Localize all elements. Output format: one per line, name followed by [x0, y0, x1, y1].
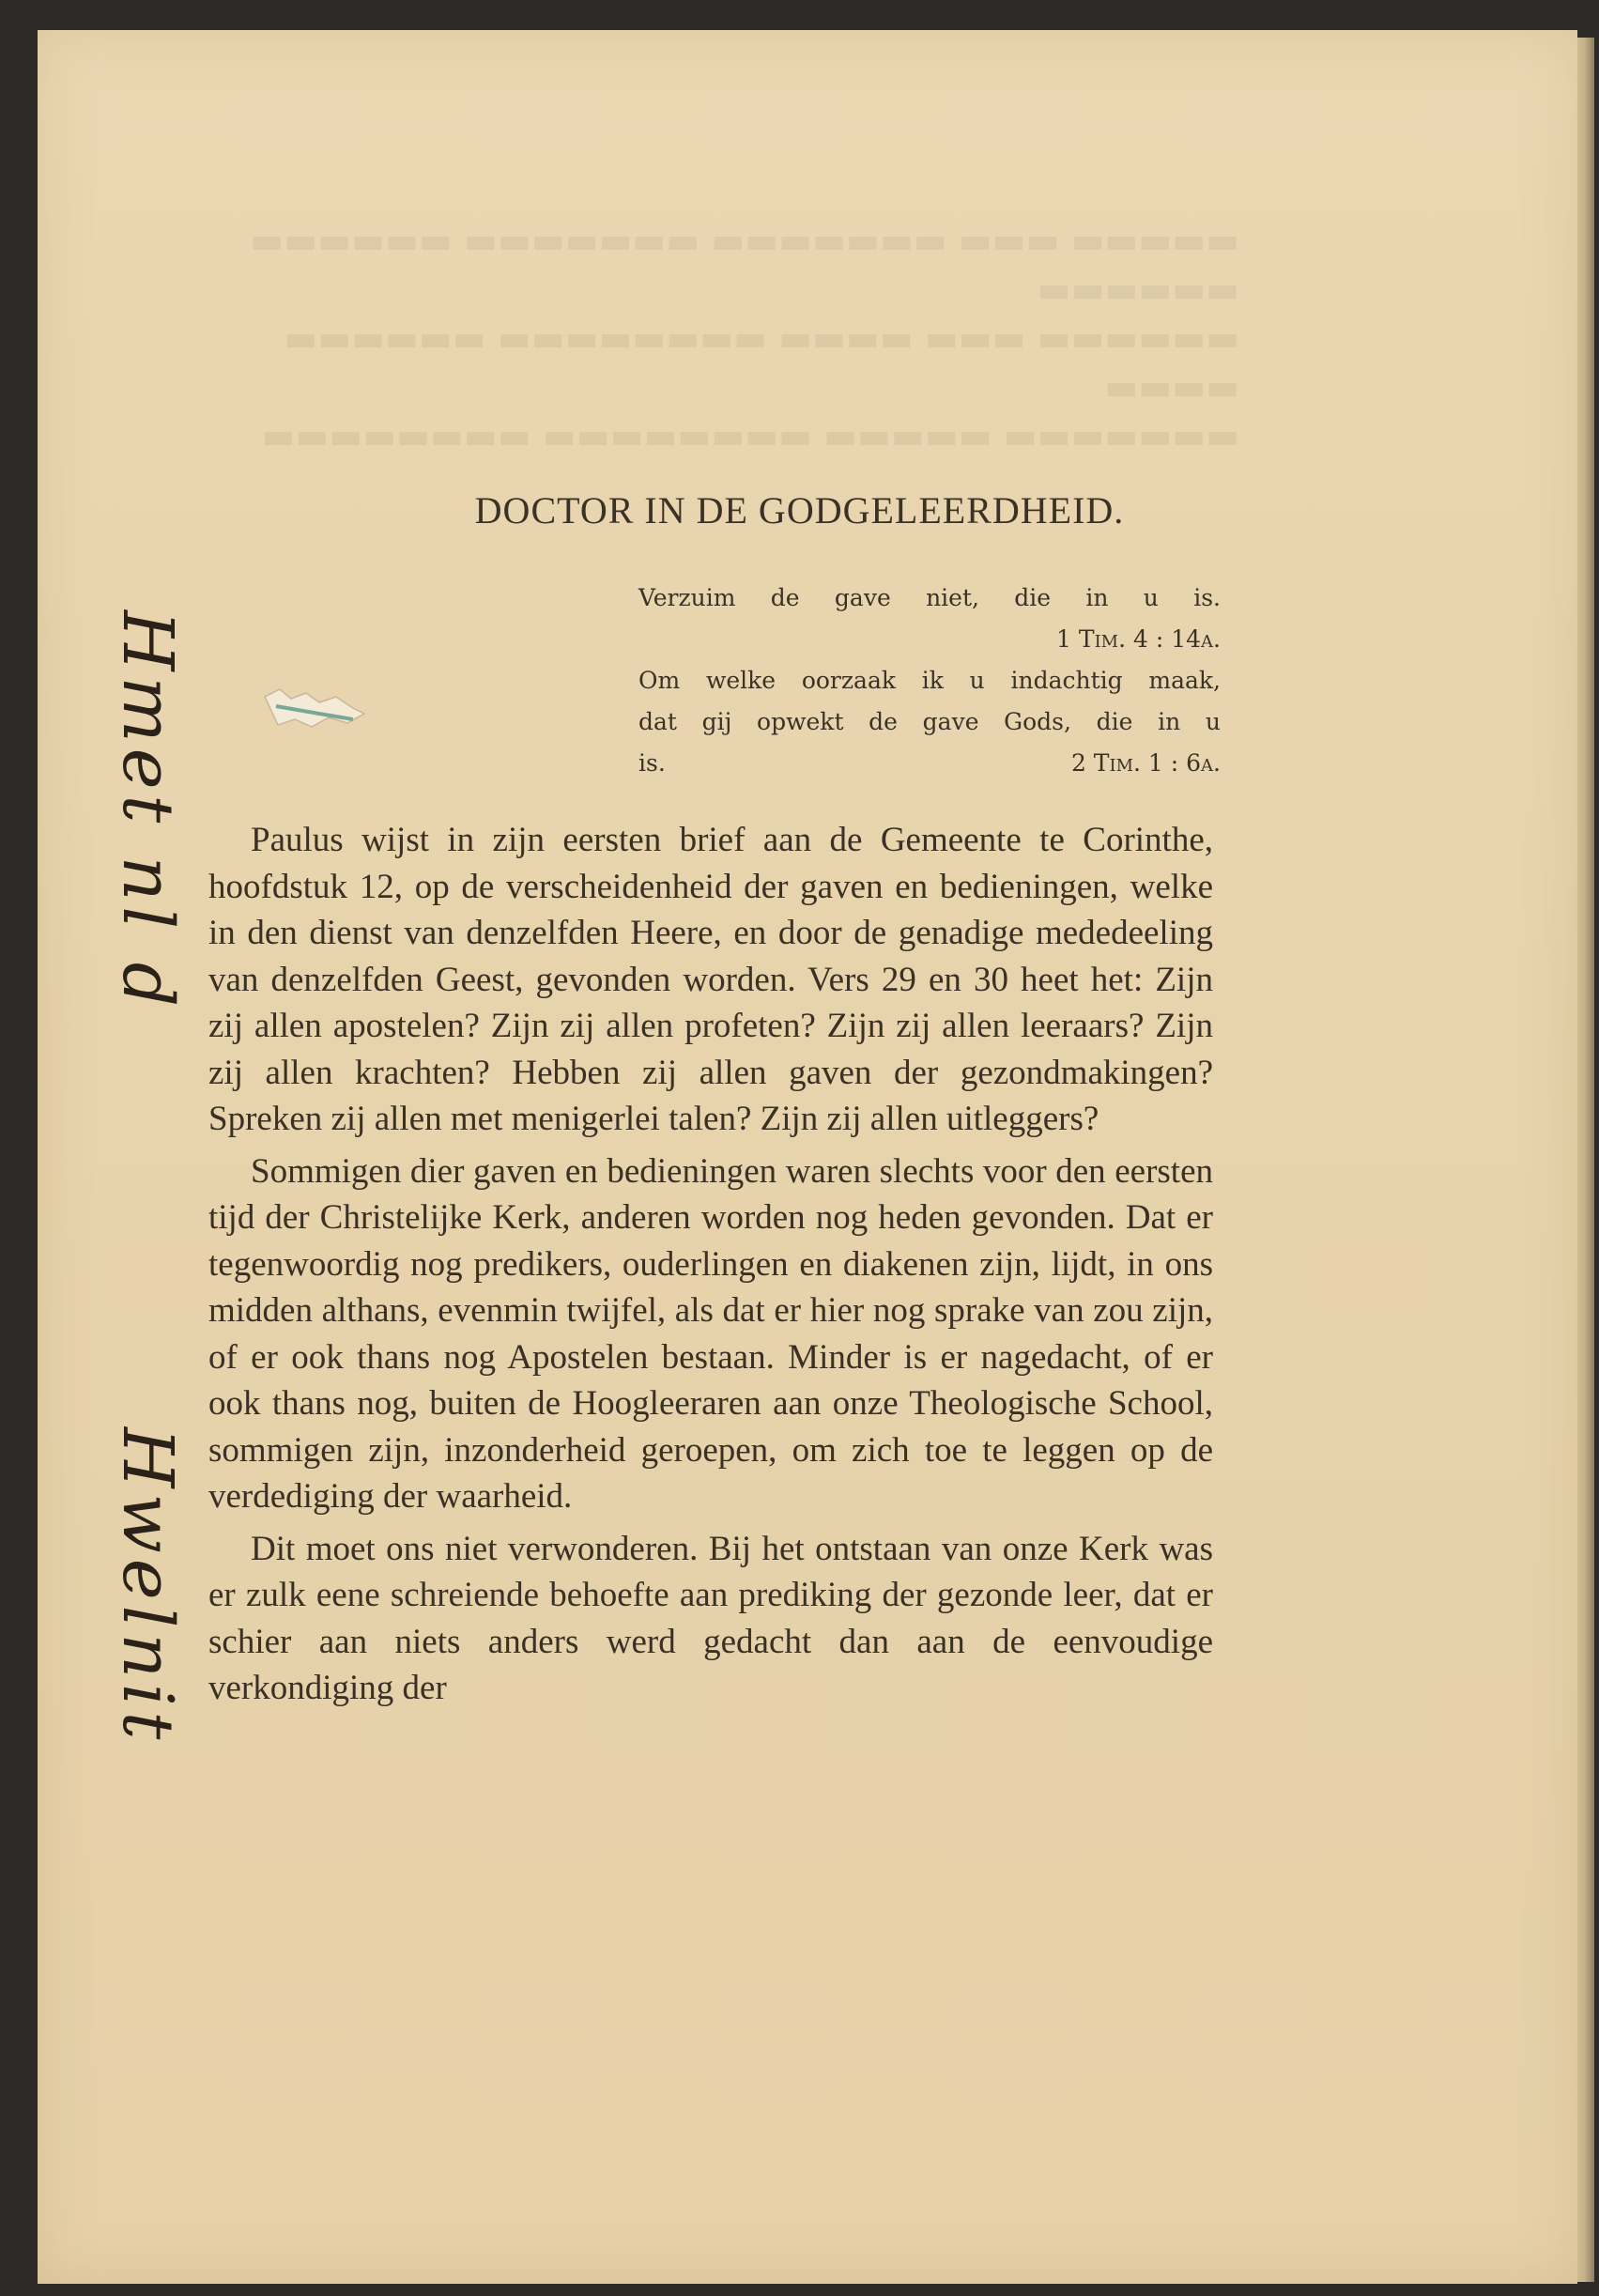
- body-text: [208, 817, 1213, 1718]
- paragraph-3: Dit moet ons niet verwonderen. Bij het ontstaan van onze Kerk was er zulk eene schreiende behoefte aan prediking der gezonde leer, dat er schier aan niets anders werd gedacht dan aan de eenvoudige verkondiging der: [208, 1529, 1213, 1707]
- page-title: DOCTOR IN DE GODGELEERDHEID.: [474, 489, 1125, 532]
- bleed-through-texture: ▬▬▬▬▬ ▬▬▬ ▬▬▬▬▬▬▬ ▬▬▬▬▬▬▬ ▬▬▬▬▬▬ ▬▬▬▬▬▬ ▬▬▬▬▬▬ ▬▬▬ ▬▬▬▬ ▬▬▬▬▬▬▬▬ ▬▬▬▬▬▬ ▬▬▬▬ ▬▬▬▬▬▬▬ ▬▬▬▬▬ ▬▬▬▬▬▬▬▬ ▬▬▬▬▬▬▬▬: [250, 220, 1239, 451]
- paper-tear-mark: [263, 686, 366, 732]
- epigraph: [638, 578, 1221, 784]
- epigraph-reference-1: 1 Tim. 4 : 14a.: [1056, 625, 1221, 653]
- epigraph-quote-2-line-1: Om welke oorzaak ik u indachtig maak,: [638, 667, 1221, 694]
- epigraph-last-line: [638, 743, 1221, 784]
- epigraph-reference-2: 2 Tim. 1 : 6a.: [1070, 749, 1221, 777]
- epigraph-quote-2-line-2: dat gij opwekt de gave Gods, die in u: [638, 708, 1221, 735]
- paragraph-1: Paulus wijst in zijn eersten brief aan de Gemeente te Corinthe, hoofdstuk 12, op de verscheidenheid der gaven en bedieningen, welke in den dienst van denzelfden Heere, en door de genadige mededeeling van denzelfden Geest, gevonden worden. Vers 29 en 30 heet het: Zijn zij allen apostelen? Zijn zij allen profeten? Zijn zij allen leeraars? Zijn zij allen krachten? Hebben zij allen gaven der gezondmakingen? Spreken zij allen met menigerlei talen? Zijn zij allen uitleggers?: [208, 821, 1213, 1138]
- margin-handwriting-note-2: Hwelnit: [107, 1427, 188, 1746]
- margin-handwriting-note-1: Hmet nl d: [107, 610, 188, 1012]
- epigraph-quote-1: Verzuim de gave niet, die in u is.: [638, 584, 1221, 611]
- paragraph-2: Sommigen dier gaven en bedieningen waren slechts voor den eersten tijd der Christelijke Kerk, anderen worden nog heden gevonden. Dat er tegenwoordig nog predikers, ouderlingen en diakenen zijn, lijdt, in ons midden althans, evenmin twijfel, als dat er hier nog sprake van zou zijn, of er ook thans nog Apostelen bestaan. Minder is er nagedacht, of er ook thans nog, buiten de Hoogleeraren aan onze Theologische School, sommigen zijn, inzonderheid geroepen, om zich toe te leggen op de verdediging der waarheid.: [208, 1151, 1213, 1516]
- epigraph-quote-2-line-3: is.: [638, 749, 666, 777]
